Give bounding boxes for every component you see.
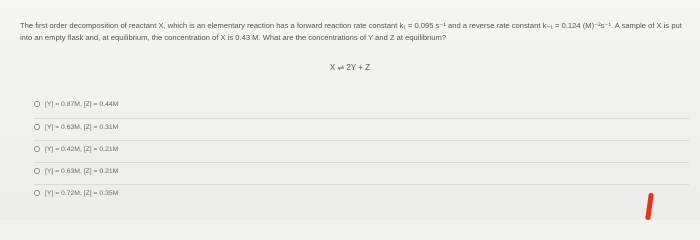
radio-button[interactable] [34, 101, 40, 107]
question-text: The first order decomposition of reactant X, which is an elementary reaction has a forward reaction rate constant k₁ = 0.095 s⁻¹ and a reverse rate constant k₋₁ = 0.124 (M)⁻²s⁻¹. A sample of X is put into an empty flask and, at equilibrium, the concentration of X is 0.43 M. What are the concentrations of Y and Z at equilibrium? [20, 21, 682, 42]
radio-button[interactable] [34, 146, 40, 152]
option-label: [Y] = 0.87M, [Z] = 0.44M [45, 100, 119, 108]
option-label: [Y] = 0.42M, [Z] = 0.21M [45, 145, 119, 153]
reaction-equation: X ⇌ 2Y + Z [329, 63, 371, 72]
answer-option[interactable] [34, 118, 689, 135]
answer-option[interactable] [34, 140, 689, 157]
radio-button[interactable] [34, 190, 40, 196]
answer-option[interactable] [34, 96, 118, 112]
answer-option[interactable] [34, 162, 689, 179]
option-label: [Y] = 0.63M, [Z] = 0.21M [45, 167, 119, 175]
option-label: [Y] = 0.63M, [Z] = 0.31M [45, 123, 119, 131]
radio-button[interactable] [34, 124, 40, 130]
option-label: [Y] = 0.72M, [Z] = 0.35M [45, 189, 119, 197]
radio-button[interactable] [34, 168, 40, 174]
answer-option[interactable] [34, 184, 689, 201]
